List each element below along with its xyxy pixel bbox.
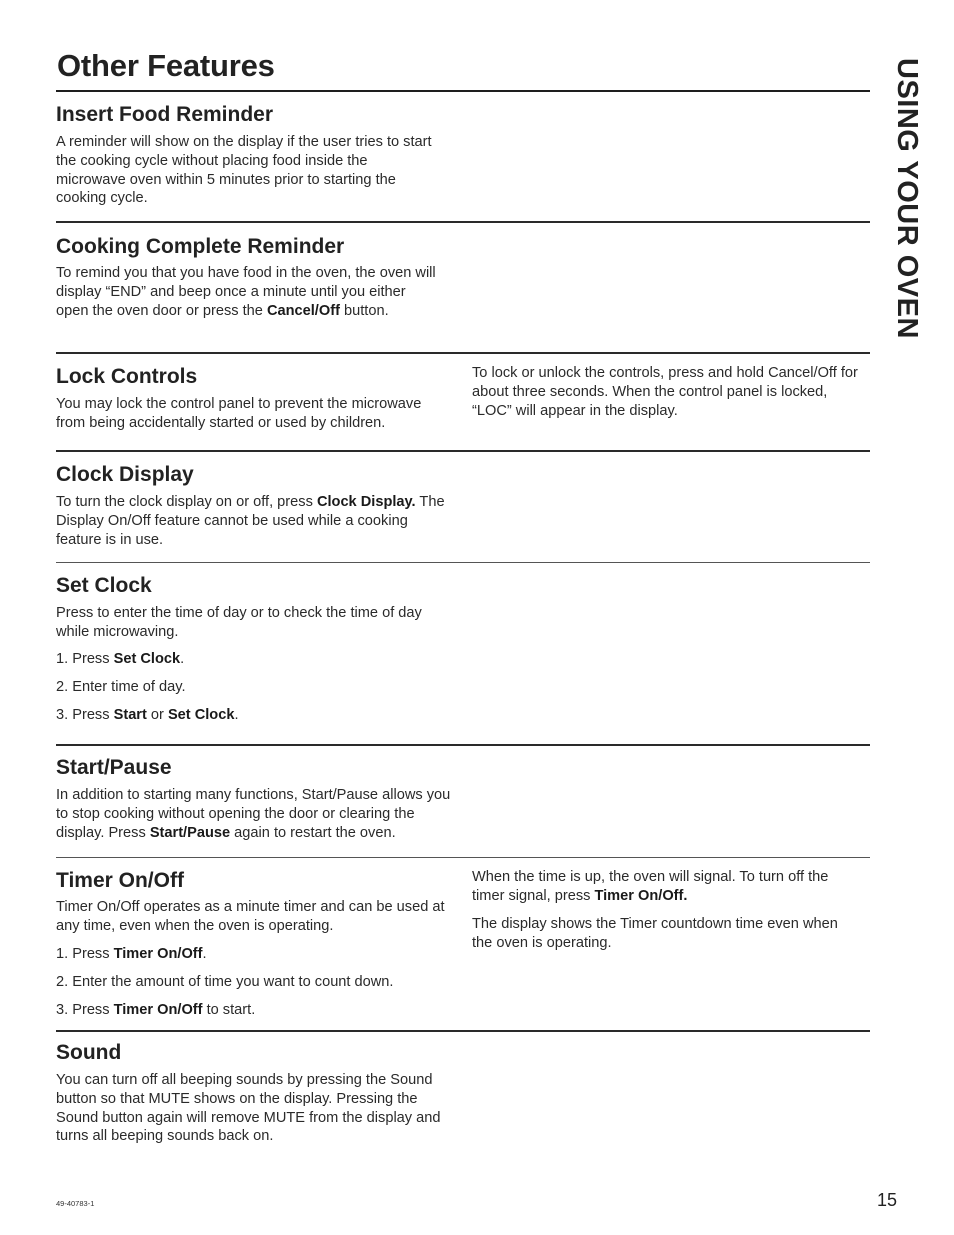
set-clock-step-2: 2. Enter time of day. xyxy=(56,679,186,695)
cooking-complete-body: To remind you that you have food in the oven, the oven will display “END” and beep once a minute until you either open the oven door or press the Cancel/Off button. xyxy=(56,265,436,319)
section-divider xyxy=(56,221,870,223)
lock-controls-right-text: To lock or unlock the controls, press and hold Cancel/Off for about three seconds. When the control panel is locked, “LOC” will appear in the display. xyxy=(472,365,858,419)
clock-display-body: To turn the clock display on or off, press Clock Display. The Display On/Off feature cannot be used while a cooking feature is in use. xyxy=(56,494,445,548)
timer-right-text-1: When the time is up, the oven will signal. To turn off the timer signal, press Timer On/Off. xyxy=(472,869,829,904)
timer-right-text-2: The display shows the Timer countdown time even when the oven is operating. xyxy=(472,916,838,951)
set-clock-heading: Set Clock xyxy=(56,574,152,597)
section-divider xyxy=(56,744,870,746)
section-divider xyxy=(56,1030,870,1032)
page-number: 15 xyxy=(877,1190,898,1210)
cooking-complete-heading: Cooking Complete Reminder xyxy=(56,235,345,258)
section-divider xyxy=(56,857,870,858)
set-clock-step-1: 1. Press Set Clock. xyxy=(56,651,185,667)
insert-food-body: A reminder will show on the display if the user tries to start the cooking cycle without placing food inside the microwave oven within 5 minutes prior to starting the cooking cycle. xyxy=(56,134,432,207)
section-divider xyxy=(56,352,870,354)
document-number: 49-40783-1 xyxy=(56,1199,95,1208)
start-pause-body: In addition to starting many functions, Start/Pause allows you to stop cooking without opening the door or clearing the display. Press Start/Pause again to restart the oven. xyxy=(56,787,451,841)
side-tab-label: USING YOUR OVEN xyxy=(891,58,923,339)
start-pause-heading: Start/Pause xyxy=(56,756,172,779)
timer-body: Timer On/Off operates as a minute timer and can be used at any time, even when the oven is operating. xyxy=(56,899,445,934)
sound-body: You can turn off all beeping sounds by pressing the Sound button so that MUTE shows on the display. Pressing the Sound button again will remove MUTE from the display and turns all beeping sounds back on. xyxy=(56,1072,441,1145)
section-divider xyxy=(56,450,870,452)
insert-food-heading: Insert Food Reminder xyxy=(56,103,274,126)
timer-step-3: 3. Press Timer On/Off to start. xyxy=(56,1002,256,1018)
lock-controls-heading: Lock Controls xyxy=(56,365,198,388)
clock-display-heading: Clock Display xyxy=(56,463,194,486)
section-divider xyxy=(56,562,870,563)
timer-step-2: 2. Enter the amount of time you want to count down. xyxy=(56,974,394,990)
set-clock-step-3: 3. Press Start or Set Clock. xyxy=(56,707,239,723)
title-rule xyxy=(56,90,870,92)
timer-step-1: 1. Press Timer On/Off. xyxy=(56,946,207,962)
set-clock-body: Press to enter the time of day or to check the time of day while microwaving. xyxy=(56,605,422,640)
lock-controls-body: You may lock the control panel to prevent the microwave from being accidentally started or used by children. xyxy=(56,396,422,431)
sound-heading: Sound xyxy=(56,1041,122,1064)
page-title: Other Features xyxy=(57,48,275,83)
timer-heading: Timer On/Off xyxy=(56,869,184,892)
